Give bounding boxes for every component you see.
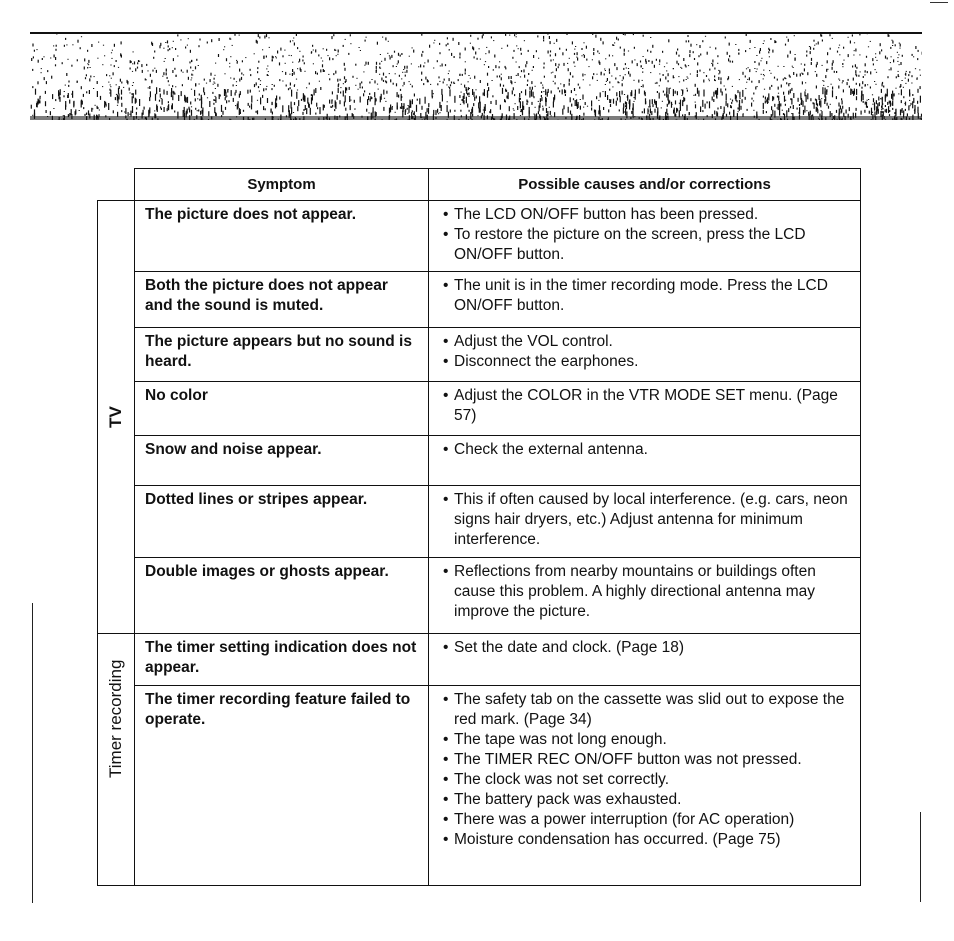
causes-cell (429, 201, 861, 272)
causes-cell (429, 486, 861, 558)
cause-item: • There was a power interruption (for AC operation) (443, 810, 854, 830)
causes-list (443, 332, 854, 372)
cause-item: • Adjust the COLOR in the VTR MODE SET menu. (Page 57) (443, 386, 854, 426)
symptom-cell: Snow and noise appear. (135, 436, 429, 486)
cause-item: • Adjust the VOL control. (443, 332, 854, 352)
cause-item: • The unit is in the timer recording mode. Press the LCD ON/OFF button. (443, 276, 854, 316)
cause-item: • Set the date and clock. (Page 18) (443, 638, 854, 658)
table-row (98, 436, 861, 486)
table-row (98, 328, 861, 382)
causes-list (443, 490, 854, 550)
causes-cell (429, 436, 861, 486)
table-row (98, 634, 861, 686)
cause-item: • Reflections from nearby mountains or buildings often cause this problem. A highly directional antenna may improve the picture. (443, 562, 854, 622)
cause-item: • The tape was not long enough. (443, 730, 854, 750)
symptom-cell: Double images or ghosts appear. (135, 558, 429, 634)
causes-list (443, 276, 854, 316)
table-row (98, 486, 861, 558)
section-label: Timer recording (106, 659, 125, 778)
cause-item: • The clock was not set correctly. (443, 770, 854, 790)
header-causes: Possible causes and/or corrections (429, 169, 861, 201)
header-banner (30, 32, 922, 120)
symptom-cell: Both the picture does not appear and the sound is muted. (135, 272, 429, 328)
causes-list (443, 386, 854, 426)
causes-list (443, 562, 854, 622)
margin-line (920, 812, 921, 902)
causes-cell (429, 686, 861, 886)
table-row (98, 201, 861, 272)
symptom-cell: No color (135, 382, 429, 436)
causes-cell (429, 272, 861, 328)
causes-list (443, 440, 854, 460)
causes-list (443, 690, 854, 850)
symptom-cell: The picture appears but no sound is heard. (135, 328, 429, 382)
symptom-cell: Dotted lines or stripes appear. (135, 486, 429, 558)
symptom-cell: The timer setting indication does not appear. (135, 634, 429, 686)
cause-item: • The safety tab on the cassette was slid out to expose the red mark. (Page 34) (443, 690, 854, 730)
cause-item: • To restore the picture on the screen, press the LCD ON/OFF button. (443, 225, 854, 265)
causes-cell (429, 328, 861, 382)
cause-item: • The TIMER REC ON/OFF button was not pressed. (443, 750, 854, 770)
cause-item: • Check the external antenna. (443, 440, 854, 460)
header-symptom: Symptom (135, 169, 429, 201)
symptom-cell: The picture does not appear. (135, 201, 429, 272)
section-label: TV (106, 406, 125, 428)
symptom-cell: The timer recording feature failed to operate. (135, 686, 429, 886)
margin-line (32, 603, 33, 903)
section-label-cell (98, 634, 135, 886)
cause-item: • The battery pack was exhausted. (443, 790, 854, 810)
table-row (98, 382, 861, 436)
table-row (98, 686, 861, 886)
troubleshooting-table (97, 168, 861, 886)
table-row (98, 272, 861, 328)
causes-list (443, 638, 854, 658)
cause-item: • The LCD ON/OFF button has been pressed. (443, 205, 854, 225)
cause-item: • This if often caused by local interference. (e.g. cars, neon signs hair dryers, etc.) Adjust antenna for minimum interference. (443, 490, 854, 550)
cause-item: • Moisture condensation has occurred. (Page 75) (443, 830, 854, 850)
cause-item: • Disconnect the earphones. (443, 352, 854, 372)
causes-cell (429, 634, 861, 686)
causes-cell (429, 558, 861, 634)
causes-cell (429, 382, 861, 436)
table-row (98, 558, 861, 634)
section-label-cell (98, 201, 135, 634)
top-rule (930, 2, 948, 3)
causes-list (443, 205, 854, 265)
